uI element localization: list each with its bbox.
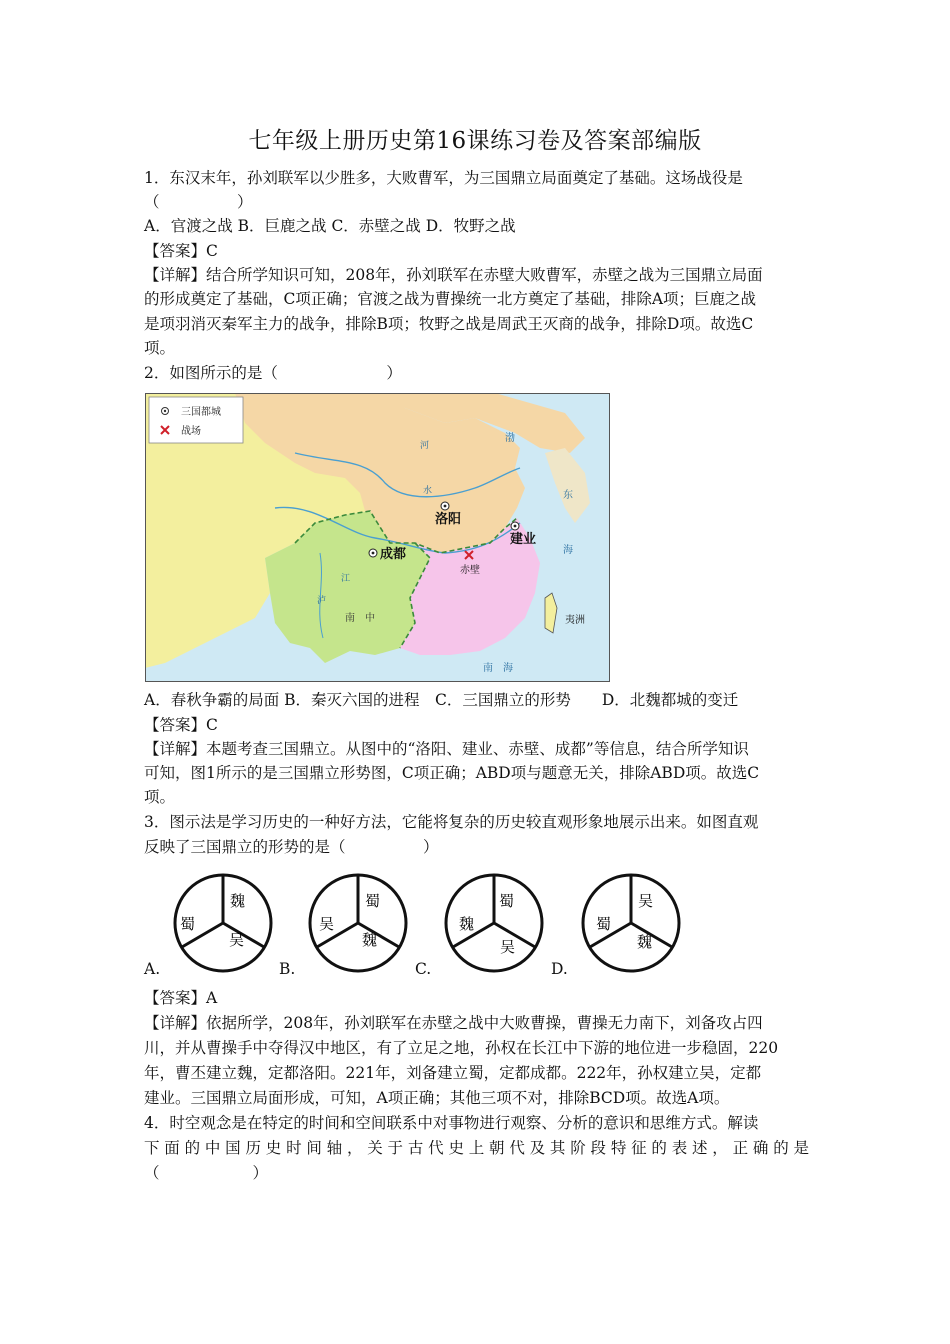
lu-label: 泸	[317, 596, 327, 606]
pie-right-label: 魏	[362, 931, 378, 949]
q2-options: A．春秋争霸的局面 B．秦灭六国的进程 C．三国鼎立的形势 D．北魏都城的变迁	[144, 691, 739, 709]
q1-detail-line: 【详解】结合所学知识可知，208年，孙刘联军在赤壁大败曹军，赤壁之战为三国鼎立局面	[144, 266, 763, 284]
legend-battle-label: 战场	[181, 426, 201, 437]
nanzhong-label: 南 中	[345, 613, 375, 624]
q3-option-d-pie	[580, 872, 682, 974]
jianye-label: 建业	[510, 532, 537, 547]
chibi-label: 赤壁	[460, 565, 480, 576]
pie-right-label: 吴	[229, 931, 245, 949]
q1-answer: 【答案】C	[144, 242, 218, 260]
q3-option-d-label: D.	[551, 960, 568, 978]
q4-stem-line2: 下面的中国历史时间轴，关于古代史上朝代及其阶段特征的表述，正确的是	[144, 1139, 809, 1157]
q3-detail-line: 年，曹丕建立魏，定都洛阳。221年，刘备建立蜀，定都成都。222年，孙权建立吴，定都	[144, 1064, 762, 1082]
q3-option-b-pie	[307, 872, 409, 974]
q1-stem-line2: （ ）	[144, 193, 253, 211]
hai-label: 海	[563, 545, 573, 556]
dong-label: 东	[563, 490, 573, 501]
nanhai-label: 南 海	[483, 663, 513, 674]
q2-detail-line: 可知，图1所示的是三国鼎立形势图，C项正确；ABD项与题意无关，排除ABD项。故选C	[144, 764, 760, 782]
pie-left-label: 蜀	[596, 915, 612, 933]
q2-stem: 2．如图所示的是（ ）	[144, 364, 402, 382]
he-label: 河	[420, 441, 430, 451]
pie-top-label: 吴	[638, 892, 654, 910]
legend-capital-label: 三国都城	[181, 407, 221, 418]
q3-detail-line: 【详解】依据所学，208年，孙刘联军在赤壁之战中大败曹操，曹操无力南下，刘备攻占四	[144, 1014, 763, 1032]
q4-stem-line1: 4．时空观念是在特定的时间和空间联系中对事物进行观察、分析的意识和思维方式。解读	[144, 1114, 759, 1132]
q3-answer: 【答案】A	[144, 989, 218, 1007]
pie-right-label: 吴	[500, 938, 516, 956]
q3-option-a-label: A.	[144, 960, 161, 978]
chengdu-label: 成都	[380, 547, 407, 562]
pie-left-label: 吴	[319, 915, 335, 933]
q2-detail-line: 【详解】本题考查三国鼎立。从图中的“洛阳、建业、赤壁、成都”等信息，结合所学知识	[144, 740, 749, 758]
pie-top-label: 蜀	[365, 892, 381, 910]
yizhou-label: 夷洲	[565, 615, 585, 626]
pie-top-label: 蜀	[499, 892, 515, 910]
pie-right-label: 魏	[637, 933, 653, 951]
q1-options: A．官渡之战 B．巨鹿之战 C．赤壁之战 D．牧野之战	[144, 217, 516, 235]
q3-stem-line1: 3．图示法是学习历史的一种好方法，它能将复杂的历史较直观形象地展示出来。如图直观	[144, 813, 759, 831]
q1-detail-line: 项。	[144, 339, 176, 357]
pie-left-label: 魏	[459, 915, 475, 933]
q2-answer: 【答案】C	[144, 716, 218, 734]
q3-detail-line: 建业。三国鼎立局面形成，可知，A项正确；其他三项不对，排除BCD项。故选A项。	[144, 1089, 730, 1107]
three-kingdoms-map	[145, 393, 610, 682]
q1-detail-line: 的形成奠定了基础，C项正确；官渡之战为曹操统一北方奠定了基础，排除A项；巨鹿之战	[144, 290, 757, 308]
q2-detail-line: 项。	[144, 788, 176, 806]
q1-stem-line1: 1．东汉末年，孙刘联军以少胜多，大败曹军，为三国鼎立局面奠定了基础。这场战役是	[144, 169, 743, 187]
q3-option-b-label: B.	[279, 960, 296, 978]
page-title: 七年级上册历史第16课练习卷及答案部编版	[248, 128, 702, 154]
q3-stem-line2: 反映了三国鼎立的形势的是（ ）	[144, 838, 439, 856]
pie-left-label: 蜀	[180, 915, 196, 933]
q3-option-c-pie	[443, 872, 545, 974]
q1-detail-line: 是项羽消灭秦军主力的战争，排除B项；牧野之战是周武王灭商的战争，排除D项。故选C	[144, 315, 754, 333]
q3-option-a-pie	[172, 872, 274, 974]
jiang-label: 江	[341, 574, 351, 584]
q3-detail-line: 川，并从曹操手中夺得汉中地区，有了立足之地，孙权在长江中下游的地位进一步稳固，220	[144, 1039, 779, 1057]
bohai-label: 渤	[505, 433, 515, 444]
q4-stem-line3: （ ）	[144, 1164, 269, 1182]
q3-option-c-label: C.	[415, 960, 432, 978]
shui-label: 水	[423, 486, 433, 496]
pie-top-label: 魏	[230, 892, 246, 910]
luoyang-label: 洛阳	[435, 512, 462, 527]
